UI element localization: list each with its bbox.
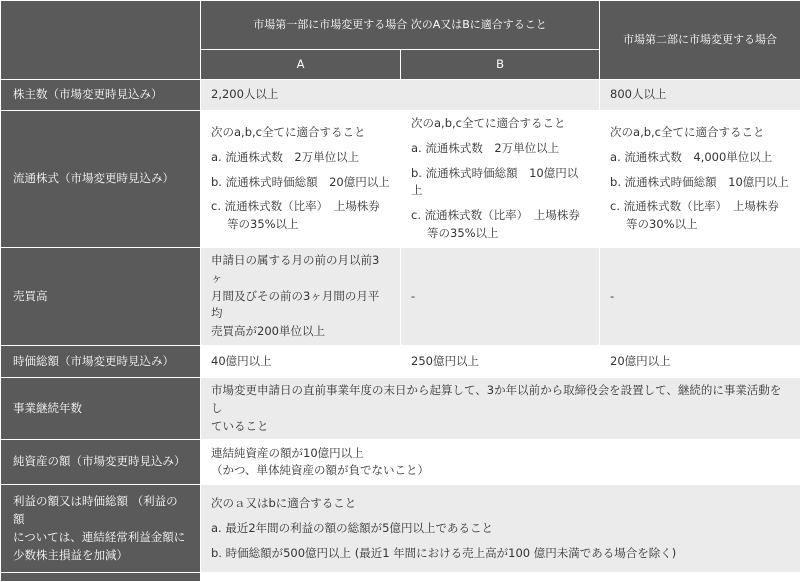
row-label-net-assets: 純資産の額（市場変更時見込み） [1,440,201,485]
cell-net-assets [201,440,800,485]
cell-trading-b: - [401,247,600,345]
float-second-item-c: c. 流通株式数（比率） 上場株券 [610,198,790,216]
years-line2: ていること [211,418,790,436]
header-col-b: B [401,50,600,80]
table-row-profit [1,485,800,573]
row-label-partial [1,573,201,582]
cell-shareholders-second: 800人以上 [600,80,800,111]
profit-item-a: a. 最近2年間の利益の額の総額が5億円以上であること [211,520,790,538]
float-b-item-c-cont: 等の35%以上 [411,225,589,243]
trading-a-line3: 売買高が200単位以上 [211,323,390,341]
net-assets-line1: 連結純資産の額が10億円以上 [211,445,790,463]
row-label-market-cap: 時価総額（市場変更時見込み） [1,345,201,377]
float-b-intro: 次のa,b,c全てに適合すること [411,115,589,133]
cell-market-cap-b: 250億円以上 [401,345,600,377]
row-label-profit [1,485,201,573]
cell-market-cap-second: 20億円以上 [600,345,800,377]
float-second-intro: 次のa,b,c全てに適合すること [610,124,790,142]
float-a-item-b: b. 流通株式時価総額 20億円以上 [211,174,390,192]
float-second-item-c-cont: 等の30%以上 [610,216,790,234]
header-second-section: 市場第二部に市場変更する場合 [600,1,800,80]
table-row-market-cap [1,345,800,377]
net-assets-line2: （かつ、単体純資産の額が負でないこと） [211,462,790,480]
float-a-item-c: c. 流通株式数（比率） 上場株券 [211,198,390,216]
header-first-section [201,1,600,50]
row-label-float: 流通株式（市場変更時見込み） [1,111,201,248]
profit-intro: 次のａ又はbに適合すること [211,495,790,513]
header-corner [1,1,201,80]
table-row-net-assets [1,440,800,485]
table-row-trading [1,247,800,345]
cell-float-a [201,111,401,248]
cell-partial-second [600,573,800,582]
header-first-section-condition: 次のA又はBに適合すること [411,18,547,31]
cell-market-cap-a: 40億円以上 [201,345,401,377]
cell-years [201,377,800,439]
trading-a-line2: 月間及びその前の3ヶ月間の月平均 [211,288,390,324]
table-row-shareholders [1,80,800,111]
float-b-item-b: b. 流通株式時価総額 10億円以上 [411,165,589,201]
cell-float-b [401,111,600,248]
float-a-item-c-cont: 等の35%以上 [211,216,390,234]
profit-item-b: b. 時価総額が500億円以上 (最近1 年間における売上高が100 億円未満である場合を除く) [211,545,790,563]
float-b-item-c: c. 流通株式数（比率） 上場株券 [411,207,589,225]
cell-partial-a [201,573,401,582]
trading-a-line1: 申請日の属する月の前の月以前3ヶ [211,252,390,288]
table-row-partial [1,573,800,582]
float-a-item-a: a. 流通株式数 2万単位以上 [211,149,390,167]
row-label-trading: 売買高 [1,247,201,345]
table-row-years [1,377,800,439]
float-second-item-b: b. 流通株式時価総額 10億円以上 [610,174,790,192]
cell-trading-a [201,247,401,345]
header-first-section-title: 市場第一部に市場変更する場合 [253,18,407,31]
cell-partial-b [401,573,600,582]
cell-shareholders-ab: 2,200人以上 [201,80,600,111]
cell-profit [201,485,800,573]
float-second-item-a: a. 流通株式数 4,000単位以上 [610,149,790,167]
cell-float-second [600,111,800,248]
years-line1: 市場変更申請日の直前事業年度の末日から起算して、3か年以前から取締役会を設置して、継続的に事業活動をし [211,382,790,418]
row-label-shareholders: 株主数（市場変更時見込み） [1,80,201,111]
profit-label-line1: 利益の額又は時価総額 （利益の額 [13,493,188,529]
cell-trading-second: - [600,247,800,345]
header-col-a: A [201,50,401,80]
profit-label-line2: については、連結経常利益金額に [13,529,188,547]
table-row-float [1,111,800,248]
float-b-item-a: a. 流通株式数 2万単位以上 [411,140,589,158]
row-label-years: 事業継続年数 [1,377,201,439]
profit-label-line3: 少数株主損益を加減） [13,547,188,565]
float-a-intro: 次のa,b,c全てに適合すること [211,124,390,142]
